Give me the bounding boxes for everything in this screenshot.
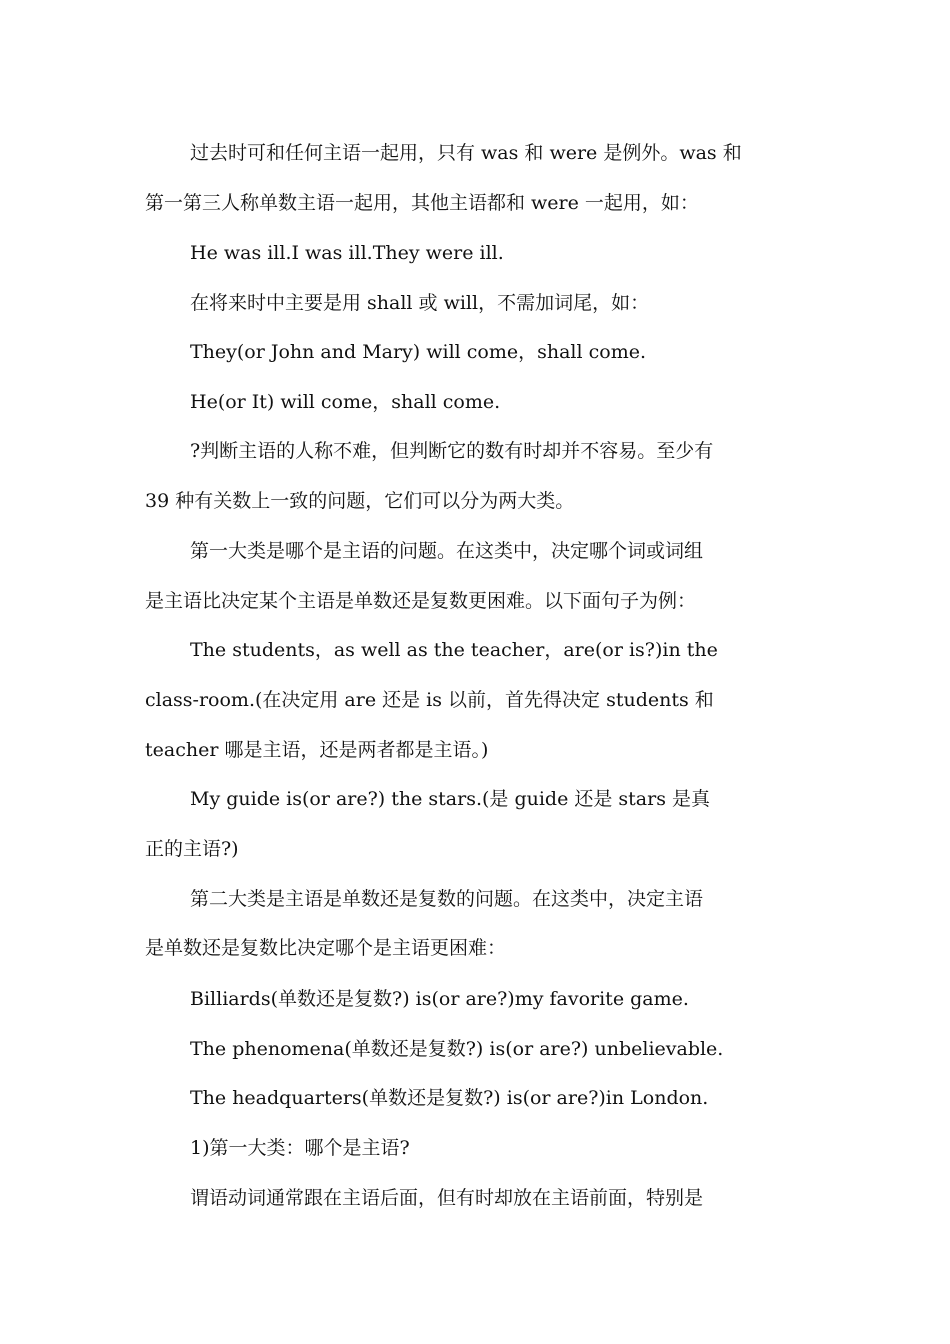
example-line: teacher 哪是主语，还是两者都是主语。) <box>145 739 489 761</box>
paragraph-line: 第二大类是主语是单数还是复数的问题。在这类中，决定主语 <box>190 888 704 910</box>
paragraph-line: 过去时可和任何主语一起用，只有 was 和 were 是例外。was 和 <box>190 142 742 164</box>
example-line: The phenomena(单数还是复数?) is(or are?) unbelievable. <box>190 1038 724 1060</box>
example-line: 正的主语?) <box>145 838 239 860</box>
paragraph-line: 是主语比决定某个主语是单数还是复数更困难。以下面句子为例： <box>145 590 697 612</box>
example-line: The headquarters(单数还是复数?) is(or are?)in London. <box>190 1087 709 1109</box>
section-heading: 1)第一大类：哪个是主语? <box>190 1137 410 1159</box>
paragraph-line: 39 种有关数上一致的问题，它们可以分为两大类。 <box>145 490 575 512</box>
example-line: class-room.(在决定用 are 还是 is 以前，首先得决定 students 和 <box>145 689 714 711</box>
paragraph-line: 是单数还是复数比决定哪个是主语更困难： <box>145 937 507 959</box>
paragraph-line: 第一第三人称单数主语一起用，其他主语都和 were 一起用，如： <box>145 192 699 214</box>
paragraph-line: ?判断主语的人称不难，但判断它的数有时却并不容易。至少有 <box>190 440 714 462</box>
example-line: My guide is(or are?) the stars.(是 guide 还是 stars 是真 <box>190 788 710 810</box>
paragraph-line: 在将来时中主要是用 shall 或 will，不需加词尾，如： <box>190 292 650 314</box>
example-line: He was ill.I was ill.They were ill. <box>190 242 504 264</box>
example-line: They(or John and Mary) will come，shall come. <box>190 341 647 363</box>
example-line: The students，as well as the teacher，are(or is?)in the <box>190 639 718 661</box>
paragraph-line: 第一大类是哪个是主语的问题。在这类中，决定哪个词或词组 <box>190 540 704 562</box>
example-line: Billiards(单数还是复数?) is(or are?)my favorite game. <box>190 988 689 1010</box>
example-line: He(or It) will come，shall come. <box>190 391 501 413</box>
paragraph-line: 谓语动词通常跟在主语后面，但有时却放在主语前面，特别是 <box>190 1187 704 1209</box>
